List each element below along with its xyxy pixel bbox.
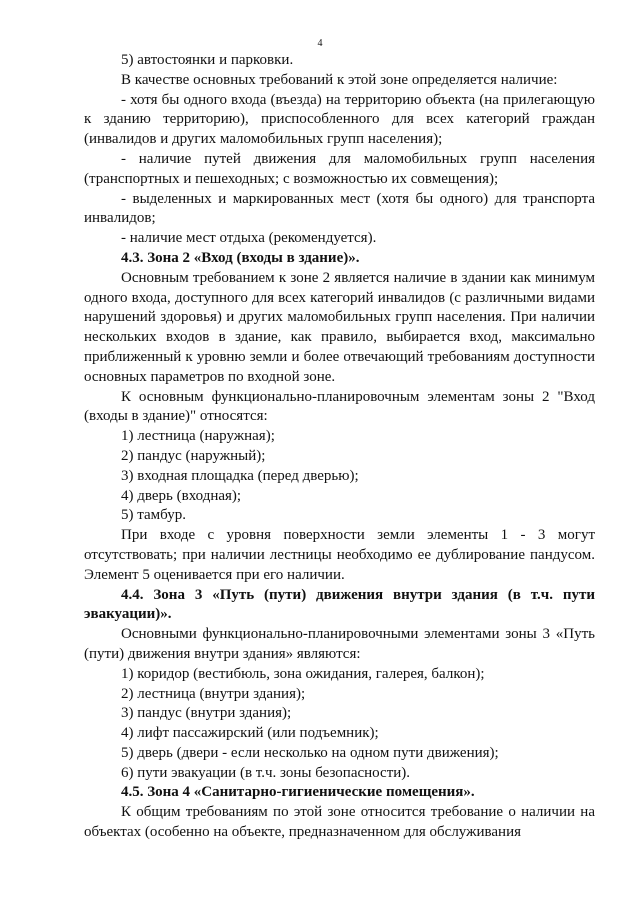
list-item: 4) лифт пассажирский (или подъемник);	[121, 725, 379, 742]
paragraph: - выделенных и маркированных мест (хотя бы одного) для транспорта инвалидов;	[84, 190, 595, 227]
page-number: 4	[317, 38, 323, 49]
paragraph: К основным функционально-планировочным элементам зоны 2 "Вход (входы в здание)" относятся:	[84, 388, 595, 425]
list-item: 2) лестница (внутри здания);	[121, 685, 306, 702]
list-item: 2) пандус (наружный);	[121, 447, 266, 464]
paragraph: Основным требованием к зоне 2 является наличие в здании как минимум одного входа, доступного для всех категорий инвалидов (с различными видами нарушений здоровья) и других маломобильных групп населения. При наличии нескольких входов в здание, как правило, выбирается вход, максимально приближенный к уровню земли и более отвечающий требованиям доступности основных параметров по входной зоне.	[84, 269, 595, 385]
section-heading: 4.5. Зона 4 «Санитарно-гигиенические помещения».	[121, 784, 475, 801]
section-heading: 4.3. Зона 2 «Вход (входы в здание)».	[121, 249, 360, 266]
paragraph: К общим требованиям по этой зоне относится требование о наличии на объектах (особенно на объекте, предназначенном для обслуживания	[84, 804, 595, 841]
list-item: 1) коридор (вестибюль, зона ожидания, галерея, балкон);	[121, 665, 485, 682]
paragraph: Основными функционально-планировочными элементами зоны 3 «Путь (пути) движения внутри здания» являются:	[84, 626, 595, 662]
list-item: 5) тамбур.	[121, 507, 186, 524]
paragraph: В качестве основных требований к этой зоне определяется наличие:	[121, 71, 558, 88]
section-heading: 4.4. Зона 3 «Путь (пути) движения внутри здания (в т.ч. пути эвакуации)».	[84, 586, 595, 623]
list-item: 6) пути эвакуации (в т.ч. зоны безопасности).	[121, 764, 411, 781]
list-item: 1) лестница (наружная);	[121, 428, 275, 445]
document-body	[84, 51, 595, 843]
list-item: 3) входная площадка (перед дверью);	[121, 467, 359, 484]
list-item: 5) дверь (двери - если несколько на одном пути движения);	[121, 744, 499, 761]
list-item: 4) дверь (входная);	[121, 487, 242, 504]
paragraph: При входе с уровня поверхности земли элементы 1 - 3 могут отсутствовать; при наличии лестницы необходимо ее дублирование пандусом. Элемент 5 оценивается при его наличии.	[84, 527, 595, 583]
list-item: 3) пандус (внутри здания);	[121, 705, 292, 722]
paragraph: - наличие мест отдыха (рекомендуется).	[121, 230, 377, 247]
paragraph: - наличие путей движения для маломобильных групп населения (транспортных и пешеходных; с возможностью их совмещения);	[84, 150, 595, 187]
paragraph: 5) автостоянки и парковки.	[121, 52, 294, 68]
paragraph: - хотя бы одного входа (въезда) на территорию объекта (на прилегающую к зданию территорию), приспособленного для всех категорий граждан (инвалидов и других маломобильных групп населения);	[84, 91, 595, 148]
